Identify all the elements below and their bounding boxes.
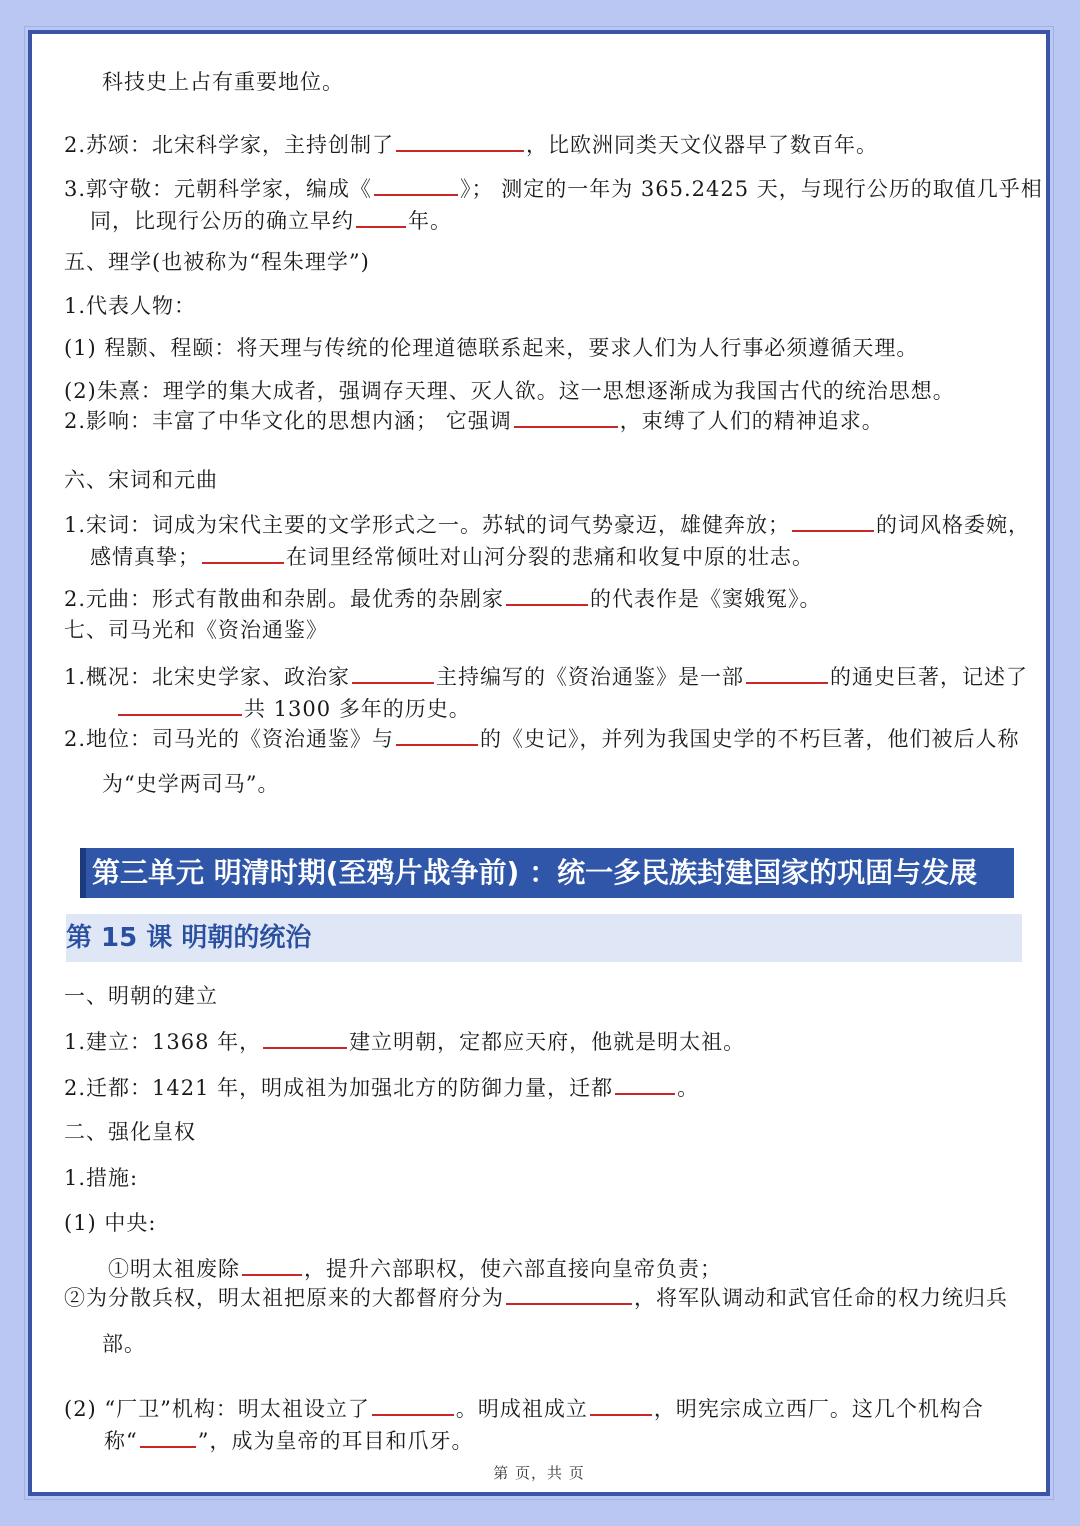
text-line bbox=[108, 1254, 722, 1283]
text-line bbox=[102, 1330, 146, 1358]
text-line bbox=[90, 206, 452, 235]
text-line bbox=[64, 1164, 138, 1192]
unit-title: 第三单元 明清时期(至鸦片战争前) ：统一多民族封建国家的巩固与发展 bbox=[92, 856, 978, 889]
line-text: ，明宪宗成立西厂。这几个机构合 bbox=[653, 1397, 984, 1421]
line-text: 。 bbox=[677, 1076, 700, 1100]
answer-blank[interactable] bbox=[242, 1254, 302, 1276]
line-text: 的代表作是《窦娥冤》。 bbox=[590, 587, 822, 611]
text-line bbox=[64, 584, 822, 613]
line-text: ①明太祖废除 bbox=[108, 1257, 240, 1281]
text-line bbox=[64, 1209, 157, 1237]
section-heading bbox=[64, 1118, 196, 1146]
line-text: 1.代表人物： bbox=[64, 294, 197, 318]
section-heading bbox=[64, 982, 218, 1010]
line-text: 1.措施: bbox=[64, 1166, 139, 1190]
answer-blank[interactable] bbox=[263, 1027, 347, 1049]
page-footer bbox=[32, 1462, 1046, 1483]
text-line bbox=[64, 1073, 699, 1102]
text-line bbox=[64, 662, 1028, 691]
line-text: (1) 中央: bbox=[64, 1211, 157, 1235]
line-text: 2.影响：丰富了中华文化的思想内涵； 它强调 bbox=[64, 409, 512, 433]
line-text: 五、理学(也被称为“程朱理学”) bbox=[64, 250, 370, 274]
line-text: 2.地位：司马光的《资治通鉴》与 bbox=[64, 727, 395, 751]
answer-blank[interactable] bbox=[374, 174, 458, 196]
answer-blank[interactable] bbox=[506, 1283, 632, 1305]
answer-blank[interactable] bbox=[396, 130, 524, 152]
line-text: 1.建立：1368 年， bbox=[64, 1030, 262, 1054]
text-line bbox=[64, 1027, 745, 1056]
line-text: ”，成为皇帝的耳目和爪牙。 bbox=[197, 1429, 474, 1453]
line-text: 2.苏颂：北宋科学家，主持创制了 bbox=[64, 133, 395, 157]
line-text: 》； 测定的一年为 365.2425 天，与现行公历的取值几乎相 bbox=[460, 177, 1043, 201]
line-text: (2) “厂卫”机构：明太祖设立了 bbox=[64, 1397, 370, 1421]
text-line bbox=[64, 377, 955, 405]
answer-blank[interactable] bbox=[506, 584, 588, 606]
answer-blank[interactable] bbox=[372, 1394, 454, 1416]
text-line bbox=[90, 542, 814, 571]
line-text: ②为分散兵权，明太祖把原来的大都督府分为 bbox=[64, 1286, 504, 1310]
text-line bbox=[64, 510, 1030, 539]
text-line bbox=[102, 770, 279, 798]
answer-blank[interactable] bbox=[352, 662, 434, 684]
line-text: 同，比现行公历的确立早约 bbox=[90, 209, 354, 233]
line-text: 3.郭守敬：元朝科学家，编成《 bbox=[64, 177, 373, 201]
line-text: 2.元曲：形式有散曲和杂剧。最优秀的杂剧家 bbox=[64, 587, 505, 611]
answer-blank[interactable] bbox=[356, 206, 406, 228]
text-line bbox=[116, 694, 471, 723]
text-line bbox=[64, 724, 1020, 753]
lesson-heading bbox=[66, 914, 1022, 962]
line-text: 主持编写的《资治通鉴》是一部 bbox=[436, 665, 745, 689]
line-text: 为“史学两司马”。 bbox=[102, 772, 280, 796]
line-text: ，提升六部职权，使六部直接向皇帝负责； bbox=[304, 1257, 722, 1281]
line-text: 称“ bbox=[104, 1429, 138, 1453]
line-text: 七、司马光和《资治通鉴》 bbox=[64, 618, 328, 642]
section-heading bbox=[64, 248, 370, 276]
line-text: 的《史记》，并列为我国史学的不朽巨著，他们被后人称 bbox=[480, 727, 1020, 751]
line-text: 部。 bbox=[102, 1332, 146, 1356]
line-text: 二、强化皇权 bbox=[64, 1120, 196, 1144]
line-text: 建立明朝，定都应天府，他就是明太祖。 bbox=[349, 1030, 746, 1054]
worksheet-page bbox=[28, 30, 1050, 1496]
text-line bbox=[64, 406, 884, 435]
page-number-text: 第 页，共 页 bbox=[493, 1464, 585, 1482]
line-text: 的词风格委婉， bbox=[876, 513, 1031, 537]
answer-blank[interactable] bbox=[396, 724, 478, 746]
unit-banner bbox=[80, 848, 1014, 898]
section-heading bbox=[64, 466, 218, 494]
line-text: 六、宋词和元曲 bbox=[64, 468, 218, 492]
answer-blank[interactable] bbox=[202, 542, 284, 564]
answer-blank[interactable] bbox=[118, 694, 242, 716]
answer-blank[interactable] bbox=[615, 1073, 675, 1095]
line-text: 感情真挚； bbox=[90, 545, 200, 569]
line-text: 的通史巨著，记述了 bbox=[830, 665, 1029, 689]
text-line bbox=[64, 334, 918, 362]
line-text: 科技史上占有重要地位。 bbox=[102, 70, 344, 94]
text-line bbox=[102, 68, 344, 96]
line-text: 在词里经常倾吐对山河分裂的悲痛和收复中原的壮志。 bbox=[286, 545, 814, 569]
text-line bbox=[64, 130, 878, 159]
line-text: 2.迁都：1421 年，明成祖为加强北方的防御力量，迁都 bbox=[64, 1076, 614, 1100]
answer-blank[interactable] bbox=[746, 662, 828, 684]
line-text: 年。 bbox=[408, 209, 452, 233]
line-text: 1.宋词：词成为宋代主要的文学形式之一。苏轼的词气势豪迈，雄健奔放； bbox=[64, 513, 791, 537]
text-line bbox=[64, 1394, 984, 1423]
line-text: ，比欧洲同类天文仪器早了数百年。 bbox=[526, 133, 879, 157]
answer-blank[interactable] bbox=[590, 1394, 652, 1416]
text-line bbox=[64, 1283, 1008, 1312]
line-text: 1.概况：北宋史学家、政治家 bbox=[64, 665, 351, 689]
text-line bbox=[104, 1426, 474, 1455]
line-text: ，将军队调动和武官任命的权力统归兵 bbox=[634, 1286, 1008, 1310]
line-text: (1) 程颢、程颐：将天理与传统的伦理道德联系起来，要求人们为人行事必须遵循天理。 bbox=[64, 336, 919, 360]
text-line bbox=[64, 292, 196, 320]
line-text: 共 1300 多年的历史。 bbox=[244, 697, 471, 721]
line-text: 。明成祖成立 bbox=[455, 1397, 588, 1421]
line-text: ，束缚了人们的精神追求。 bbox=[619, 409, 884, 433]
lesson-title: 第 15 课 明朝的统治 bbox=[66, 923, 312, 953]
line-text: (2)朱熹：理学的集大成者，强调存天理、灭人欲。这一思想逐渐成为我国古代的统治思想。 bbox=[64, 379, 955, 403]
section-heading bbox=[64, 616, 328, 644]
line-text: 一、明朝的建立 bbox=[64, 984, 218, 1008]
text-line bbox=[64, 174, 1043, 203]
answer-blank[interactable] bbox=[792, 510, 874, 532]
answer-blank[interactable] bbox=[514, 406, 618, 428]
answer-blank[interactable] bbox=[140, 1426, 196, 1448]
